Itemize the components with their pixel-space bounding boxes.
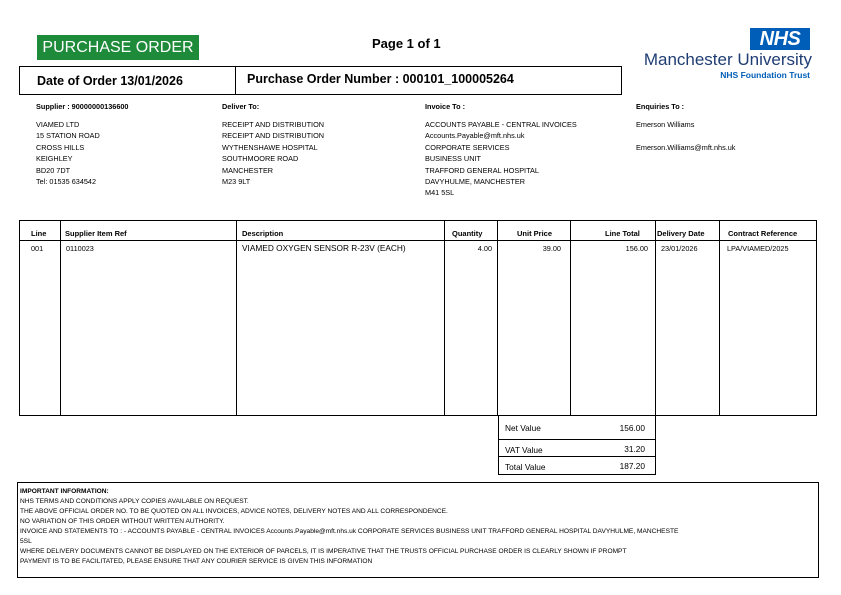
header-divider	[235, 67, 236, 94]
column-divider	[60, 221, 61, 415]
date-of-order: Date of Order 13/01/2026	[37, 74, 183, 88]
row-line-total: 156.00	[625, 244, 648, 253]
info-line: NHS TERMS AND CONDITIONS APPLY COPIES AVAILABLE ON REQUEST.	[20, 498, 249, 505]
column-header-line: Line	[31, 229, 47, 238]
enquiries-contact-name: Emerson Williams	[636, 120, 695, 129]
column-header-delivery-date: Delivery Date	[657, 229, 705, 238]
deliver-to-line: RECEIPT AND DISTRIBUTION	[222, 120, 325, 129]
document-type-badge: PURCHASE ORDER	[37, 35, 199, 60]
deliver-to-address	[222, 119, 324, 187]
net-value: 156.00	[619, 423, 645, 433]
deliver-to-line: M23 9LT	[222, 177, 251, 187]
row-contract-ref: LPA/VIAMED/2025	[727, 244, 789, 253]
important-information	[17, 482, 819, 578]
order-totals	[498, 416, 656, 475]
purchase-order-number: Purchase Order Number : 000101_100005264	[247, 72, 514, 86]
row-unit-price: 39.00	[542, 244, 561, 253]
totals-divider	[499, 439, 655, 440]
supplier-line: Tel: 01535 634542	[36, 177, 97, 187]
invoice-to-line: TRAFFORD GENERAL HOSPITAL	[425, 165, 539, 175]
supplier-line: KEIGHLEY	[36, 154, 73, 164]
column-header-quantity: Quantity	[452, 229, 483, 238]
invoice-to-line: BUSINESS UNIT	[425, 154, 481, 164]
supplier-line: BD20 7DT	[36, 165, 71, 175]
total-value: 187.20	[619, 461, 645, 471]
total-value-label: Total Value	[505, 462, 546, 472]
supplier-line: CROSS HILLS	[36, 142, 85, 152]
invoice-to-line: M41 5SL	[425, 188, 455, 198]
column-divider	[497, 221, 498, 415]
invoice-to-line: CORPORATE SERVICES	[425, 142, 510, 152]
nhs-logo	[628, 28, 812, 82]
column-divider	[236, 221, 237, 415]
column-header-supplier-ref: Supplier Item Ref	[65, 229, 127, 238]
deliver-to-line: WYTHENSHAWE HOSPITAL	[222, 142, 318, 152]
row-delivery-date: 23/01/2026	[661, 244, 698, 253]
supplier-address	[36, 119, 100, 187]
enquiries-to-label: Enquiries To :	[636, 102, 685, 111]
vat-value: 31.20	[624, 444, 645, 454]
column-header-contract-ref: Contract Reference	[728, 229, 798, 238]
net-value-label: Net Value	[505, 423, 541, 433]
supplier-line: 15 STATION ROAD	[36, 131, 100, 141]
invoice-to-line: ACCOUNTS PAYABLE - CENTRAL INVOICES	[425, 120, 577, 129]
nhs-logo-mark: NHS	[750, 28, 810, 50]
info-line: THE ABOVE OFFICIAL ORDER NO. TO BE QUOTED ON ALL INVOICES, ADVICE NOTES, DELIVERY NOTES AND ALL CORRESPONDENCE.	[20, 508, 448, 515]
supplier-line: VIAMED LTD	[36, 120, 80, 129]
column-divider	[570, 221, 571, 415]
vat-value-label: VAT Value	[505, 445, 543, 455]
row-supplier-ref: 0110023	[66, 244, 94, 253]
order-items-table	[19, 220, 817, 416]
trust-name: NHS Foundation Trust	[720, 70, 810, 80]
info-line: 5SL	[20, 538, 32, 545]
info-line: WHERE DELIVERY DOCUMENTS CANNOT BE DISPLAYED ON THE EXTERIOR OF PARCELS, IT IS IMPERATIVE THAT THE TRUSTS OFFICIAL PURCHASE ORDER IS CLEARLY SHOWN IF PROMPT	[20, 548, 627, 555]
column-header-line-total: Line Total	[605, 229, 640, 238]
deliver-to-line: RECEIPT AND DISTRIBUTION	[222, 131, 325, 141]
column-divider	[655, 221, 656, 415]
invoice-to-line: Accounts.Payable@mft.nhs.uk	[425, 131, 525, 141]
info-line: PAYMENT IS TO BE FACILITATED, PLEASE ENSURE THAT ANY COURIER SERVICE IS GIVEN THIS INFORMATION	[20, 558, 373, 565]
order-header	[19, 66, 622, 95]
invoice-to-label: Invoice To :	[425, 102, 466, 111]
column-header-unit-price: Unit Price	[517, 229, 553, 238]
row-description: VIAMED OXYGEN SENSOR R-23V (EACH)	[242, 243, 406, 253]
info-line: NO VARIATION OF THIS ORDER WITHOUT WRITTEN AUTHORITY.	[20, 518, 225, 525]
deliver-to-label: Deliver To:	[222, 102, 260, 111]
column-header-description: Description	[242, 229, 284, 238]
invoice-to-line: DAVYHULME, MANCHESTER	[425, 177, 526, 187]
info-line: INVOICE AND STATEMENTS TO : - ACCOUNTS PAYABLE - CENTRAL INVOICES Accounts.Payable@mft.nhs.uk CORPORATE SERVICES BUSINESS UNIT TRAFFORD GENERAL HOSPITAL DAVYHULME, MANCHESTE	[20, 528, 679, 535]
info-title: IMPORTANT INFORMATION:	[20, 488, 109, 495]
page-indicator: Page 1 of 1	[372, 36, 441, 51]
column-divider	[719, 221, 720, 415]
column-divider	[444, 221, 445, 415]
totals-divider	[499, 456, 655, 457]
row-line-number: 001	[31, 244, 44, 253]
invoice-to-address	[425, 119, 577, 199]
deliver-to-line: MANCHESTER	[222, 165, 274, 175]
supplier-label: Supplier : 90000000136600	[36, 102, 129, 111]
table-header-rule	[20, 240, 816, 241]
enquiries-contact-email: Emerson.Williams@mft.nhs.uk	[636, 143, 736, 152]
organisation-name: Manchester University	[643, 50, 812, 69]
row-quantity: 4.00	[477, 244, 492, 253]
deliver-to-line: SOUTHMOORE ROAD	[222, 154, 299, 164]
